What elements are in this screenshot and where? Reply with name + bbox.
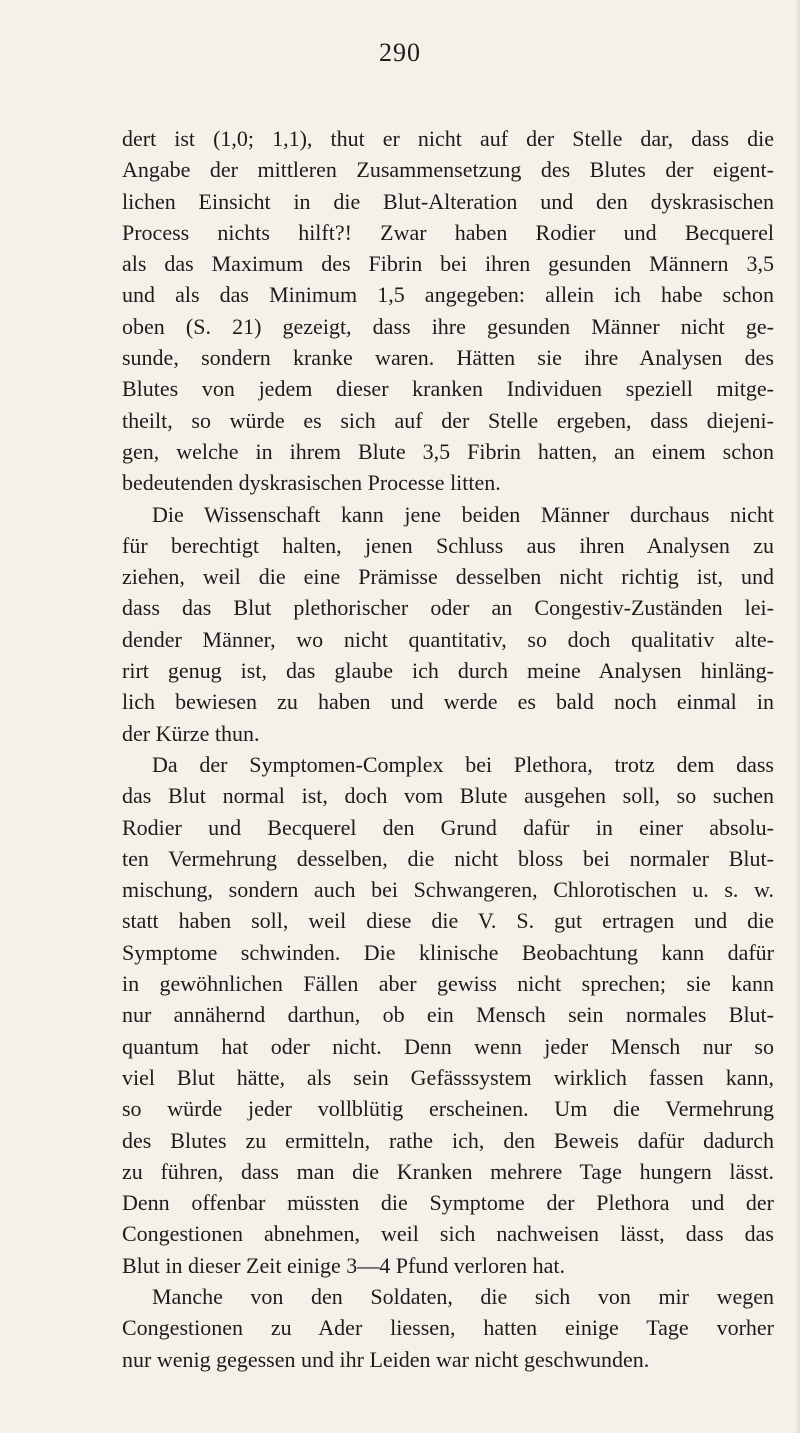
text-line: Process nichts hilft?! Zwar haben Rodier und Becquerel xyxy=(122,219,774,245)
paragraph-start: Die Wissenschaft kann jene beiden Männer durchaus nicht xyxy=(152,501,774,527)
text-line: lichen Einsicht in die Blut-Alteration und den dyskrasischen xyxy=(122,188,774,214)
text-line: und als das Minimum 1,5 angegeben: allein ich habe schon xyxy=(122,282,774,308)
text-line: Angabe der mittleren Zusammensetzung des Blutes der eigent- xyxy=(122,157,774,183)
text-line: Congestionen zu Ader liessen, hatten einige Tage vorher xyxy=(122,1315,774,1341)
text-line: des Blutes zu ermitteln, rathe ich, den Beweis dafür dadurch xyxy=(122,1127,774,1153)
text-line: zu führen, dass man die Kranken mehrere Tage hungern lässt. xyxy=(122,1158,774,1184)
text-line: lich bewiesen zu haben und werde es bald noch einmal in xyxy=(122,689,774,715)
text-line: das Blut normal ist, doch vom Blute ausgehen soll, so suchen xyxy=(122,783,774,809)
text-line: gen, welche in ihrem Blute 3,5 Fibrin hatten, an einem schon xyxy=(122,438,774,464)
text-line: Denn offenbar müssten die Symptome der Plethora und der xyxy=(122,1190,774,1216)
text-line: in gewöhnlichen Fällen aber gewiss nicht sprechen; sie kann xyxy=(122,971,774,997)
text-line: dender Männer, wo nicht quantitativ, so doch qualitativ alte- xyxy=(122,626,774,652)
body-text xyxy=(122,123,774,1375)
text-line: ziehen, weil die eine Prämisse desselben nicht richtig ist, und xyxy=(122,564,774,590)
text-line: sunde, sondern kranke waren. Hätten sie ihre Analysen des xyxy=(122,345,774,371)
text-line: bedeutenden dyskrasischen Processe litten. xyxy=(122,470,501,496)
text-line: statt haben soll, weil diese die V. S. gut ertragen und die xyxy=(122,908,774,934)
text-line: nur annähernd darthun, ob ein Mensch sein normales Blut- xyxy=(122,1002,774,1028)
text-line: ten Vermehrung desselben, die nicht bloss bei normaler Blut- xyxy=(122,845,774,871)
paragraph-start: Manche von den Soldaten, die sich von mir wegen xyxy=(152,1283,774,1309)
page-number: 290 xyxy=(379,38,421,67)
text-line: der Kürze thun. xyxy=(122,720,260,746)
text-line: dert ist (1,0; 1,1), thut er nicht auf der Stelle dar, dass die xyxy=(122,126,774,151)
text-line: Rodier und Becquerel den Grund dafür in einer absolu- xyxy=(122,814,774,840)
text-line: für berechtigt halten, jenen Schluss aus ihren Analysen zu xyxy=(122,532,774,558)
text-line: so würde jeder vollblütig erscheinen. Um die Vermehrung xyxy=(122,1096,774,1122)
text-line: mischung, sondern auch bei Schwangeren, Chlorotischen u. s. w. xyxy=(122,877,774,903)
paragraph-start: Da der Symptomen-Complex bei Plethora, trotz dem dass xyxy=(152,751,774,777)
text-line: nur wenig gegessen und ihr Leiden war nicht geschwunden. xyxy=(122,1346,650,1372)
text-line: viel Blut hätte, als sein Gefässsystem wirklich fassen kann, xyxy=(122,1064,774,1090)
text-line: dass das Blut plethorischer oder an Congestiv-Zuständen lei- xyxy=(122,595,774,621)
text-line: oben (S. 21) gezeigt, dass ihre gesunden Männer nicht ge- xyxy=(122,313,774,339)
text-line: Blut in dieser Zeit einige 3—4 Pfund verloren hat. xyxy=(122,1252,565,1278)
page-edge-shadow xyxy=(794,0,800,1433)
text-line: Symptome schwinden. Die klinische Beobachtung kann dafür xyxy=(122,939,774,965)
text-line: quantum hat oder nicht. Denn wenn jeder Mensch nur so xyxy=(122,1033,774,1059)
text-line: Blutes von jedem dieser kranken Individuen speziell mitge- xyxy=(122,376,774,402)
text-line: Congestionen abnehmen, weil sich nachweisen lässt, dass das xyxy=(122,1221,774,1247)
text-line: als das Maximum des Fibrin bei ihren gesunden Männern 3,5 xyxy=(122,251,774,277)
text-line: theilt, so würde es sich auf der Stelle ergeben, dass diejeni- xyxy=(122,407,774,433)
text-line: rirt genug ist, das glaube ich durch meine Analysen hinläng- xyxy=(122,658,774,684)
